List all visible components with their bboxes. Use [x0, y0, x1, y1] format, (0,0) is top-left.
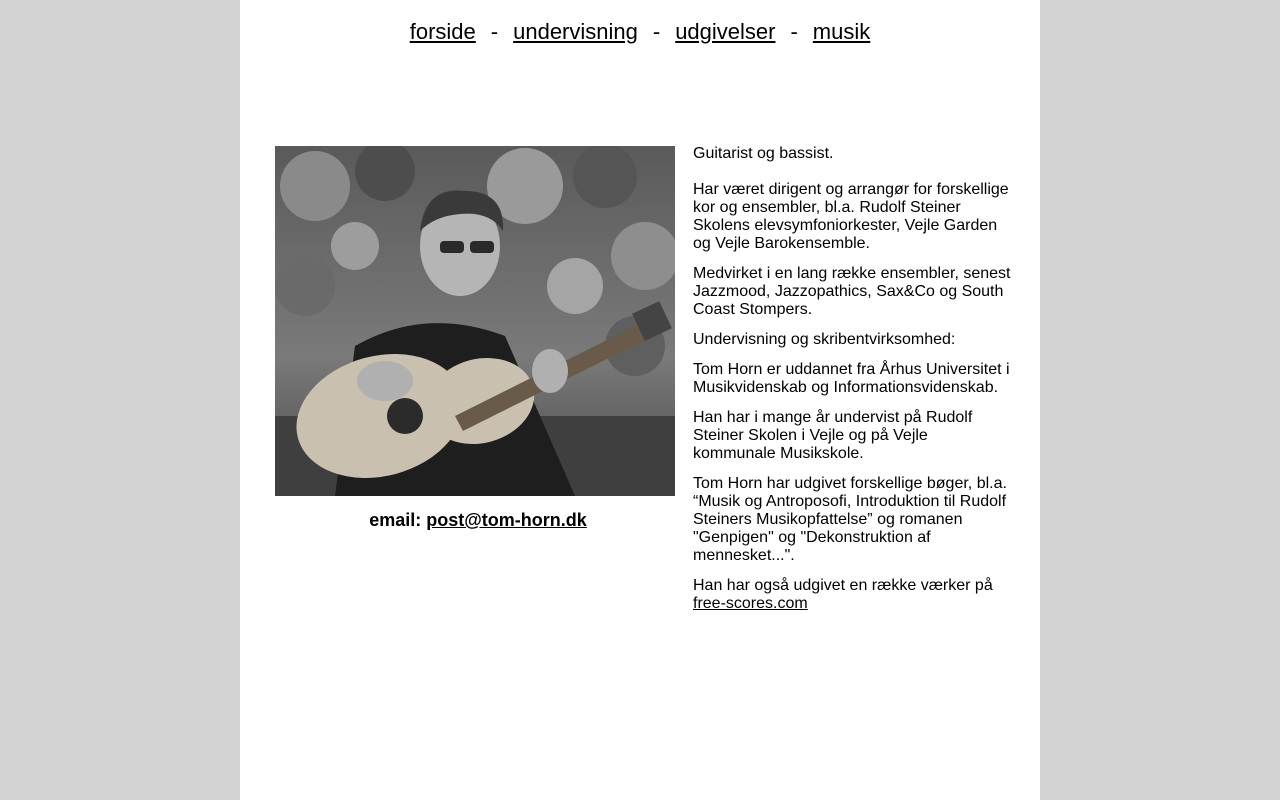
page-container: [240, 0, 1040, 800]
nav-link-musik[interactable]: musik: [812, 19, 871, 44]
nav-link-undervisning[interactable]: undervisning: [513, 19, 638, 44]
nav-separator: -: [790, 19, 798, 44]
bio-paragraph: Medvirket i en lang række ensembler, senest Jazzmood, Jazzopathics, Sax&Co og South Coast Stompers.: [693, 265, 1011, 318]
bio-paragraph-links: [693, 577, 1011, 613]
bio-paragraph: Har været dirigent og arrangør for forskellige kor og ensembler, bl.a. Rudolf Steiner Skolens elevsymfoniorkester, Vejle Garden og Vejle Barokensemble.: [693, 181, 1009, 252]
top-nav: [240, 18, 1040, 46]
nav-link-forside[interactable]: forside: [409, 19, 476, 44]
bio-paragraph: Han har i mange år undervist på Rudolf Steiner Skolen i Vejle og på Vejle kommunale Musikskole.: [693, 409, 973, 462]
bio-column: [693, 145, 1011, 625]
bio-paragraph: Tom Horn er uddannet fra Århus Universitet i Musikvidenskab og Informationsvidenskab.: [693, 361, 1010, 396]
bio-paragraph-text: Han har også udgivet en række værker på: [693, 577, 993, 594]
bio-paragraph: Tom Horn har udgivet forskellige bøger, bl.a. “Musik og Antroposofi, Introduktion til Rudolf Steiners Musikopfattelse” og romanen "Genpigen" og "Dekonstruktion af mennesket...".: [693, 475, 1007, 564]
bio-paragraph: Undervisning og skribentvirksomhed:: [693, 331, 956, 348]
email-label: email:: [369, 510, 422, 530]
free-scores-link[interactable]: free-scores.com: [693, 595, 808, 612]
bio-paragraph: Guitarist og bassist.: [693, 145, 834, 162]
nav-separator: -: [490, 19, 499, 44]
nav-link-udgivelser[interactable]: udgivelser: [675, 19, 776, 44]
guitarist-photo-icon: [275, 146, 675, 496]
email-link[interactable]: post@tom-horn.dk: [426, 510, 587, 530]
email-line: [275, 510, 681, 531]
guitarist-photo: [275, 146, 675, 496]
nav-separator: -: [652, 19, 661, 44]
